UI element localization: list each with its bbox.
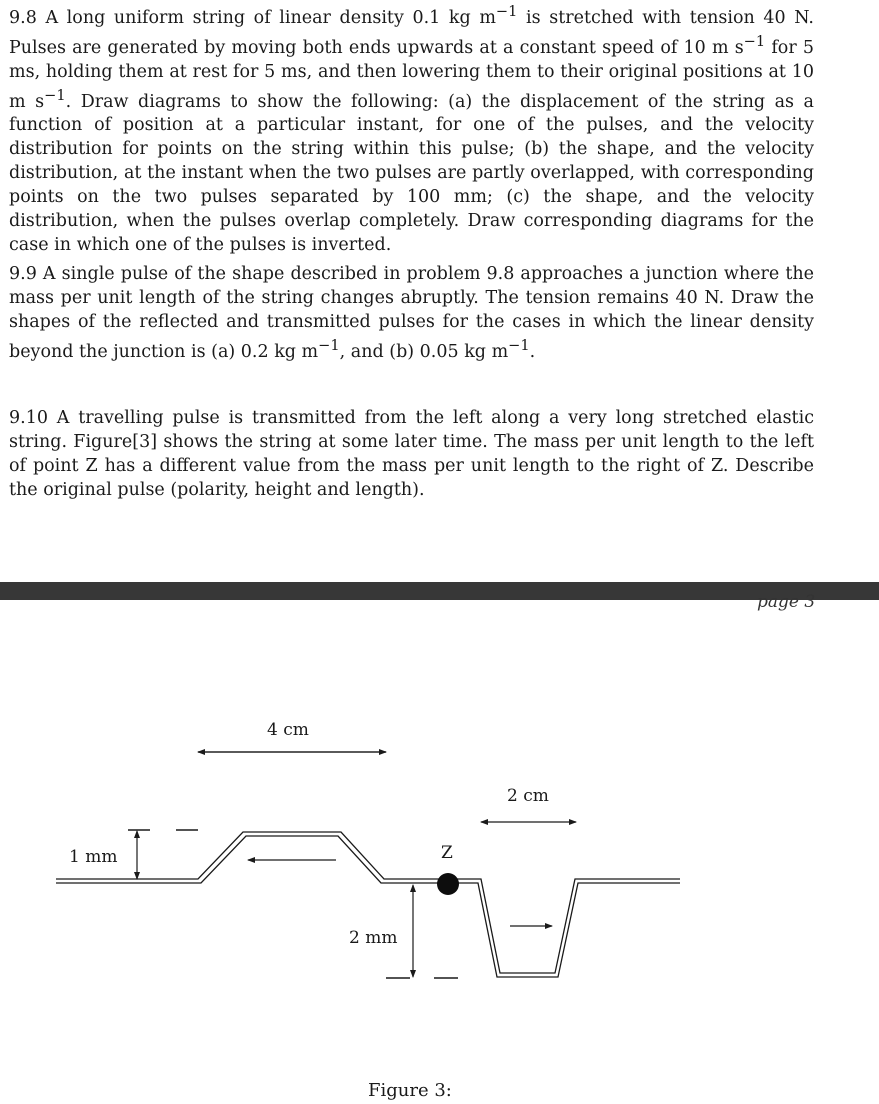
width-left-label: 4 cm [267, 720, 309, 740]
problem-9-10: 9.10 A travelling pulse is transmitted from the left along a very long stretched elastic string. Figure[3] shows the string at some later time. The mass per unit length to the left of point Z has a different value from the mass per unit length to the right of Z. Describe the original pulse (polarity, height and length). [9, 408, 814, 500]
problem-9-8: 9.8 A long uniform string of linear density 0.1 kg $m^{-1}$ is stretched with tension 40 N. Pulses are generated by moving both ends upwards at a constant speed of 10 m $s^{-1}$ for 5 ms, holding them at rest for 5 ms, and then lowering them to their original positions at 10 m $s^{-1}$. Draw diagrams to show the following: (a) the displacement of the string as a function of position at a particular instant, for one of the pulses, and the velocity distribution for points on the string within this pulse; (b) the shape, and the velocity distribution, at the instant when the two pulses are partly overlapped, with corresponding points on the two pulses separated by 100 mm; (c) the shape, and the velocity distribution, when the pulses overlap completely. Draw corresponding diagrams for the case in which one of the pulses is inverted. [9, 3, 814, 256]
height-left-label: 1 mm [69, 847, 118, 867]
figure-3 [0, 600, 879, 1080]
junction-point-z [437, 873, 459, 895]
problem-9-9: 9.9 A single pulse of the shape described in problem 9.8 approaches a junction where the mass per unit length of the string changes abruptly. The tension remains 40 N. Draw the shapes of the reflected and transmitted pulses for the cases in which the linear density beyond the junction is (a) 0.2 kg $m^{-1}$, and (b) 0.05 kg $m^{-1}$. [9, 264, 814, 362]
depth-right-label: 2 mm [349, 928, 398, 948]
string-path [56, 832, 680, 977]
width-right-label: 2 cm [507, 786, 549, 806]
page-number: page 3 [757, 592, 816, 612]
page-divider-bar [0, 582, 879, 600]
junction-label: Z [441, 843, 453, 863]
figure-caption: Figure 3: [368, 1080, 452, 1101]
